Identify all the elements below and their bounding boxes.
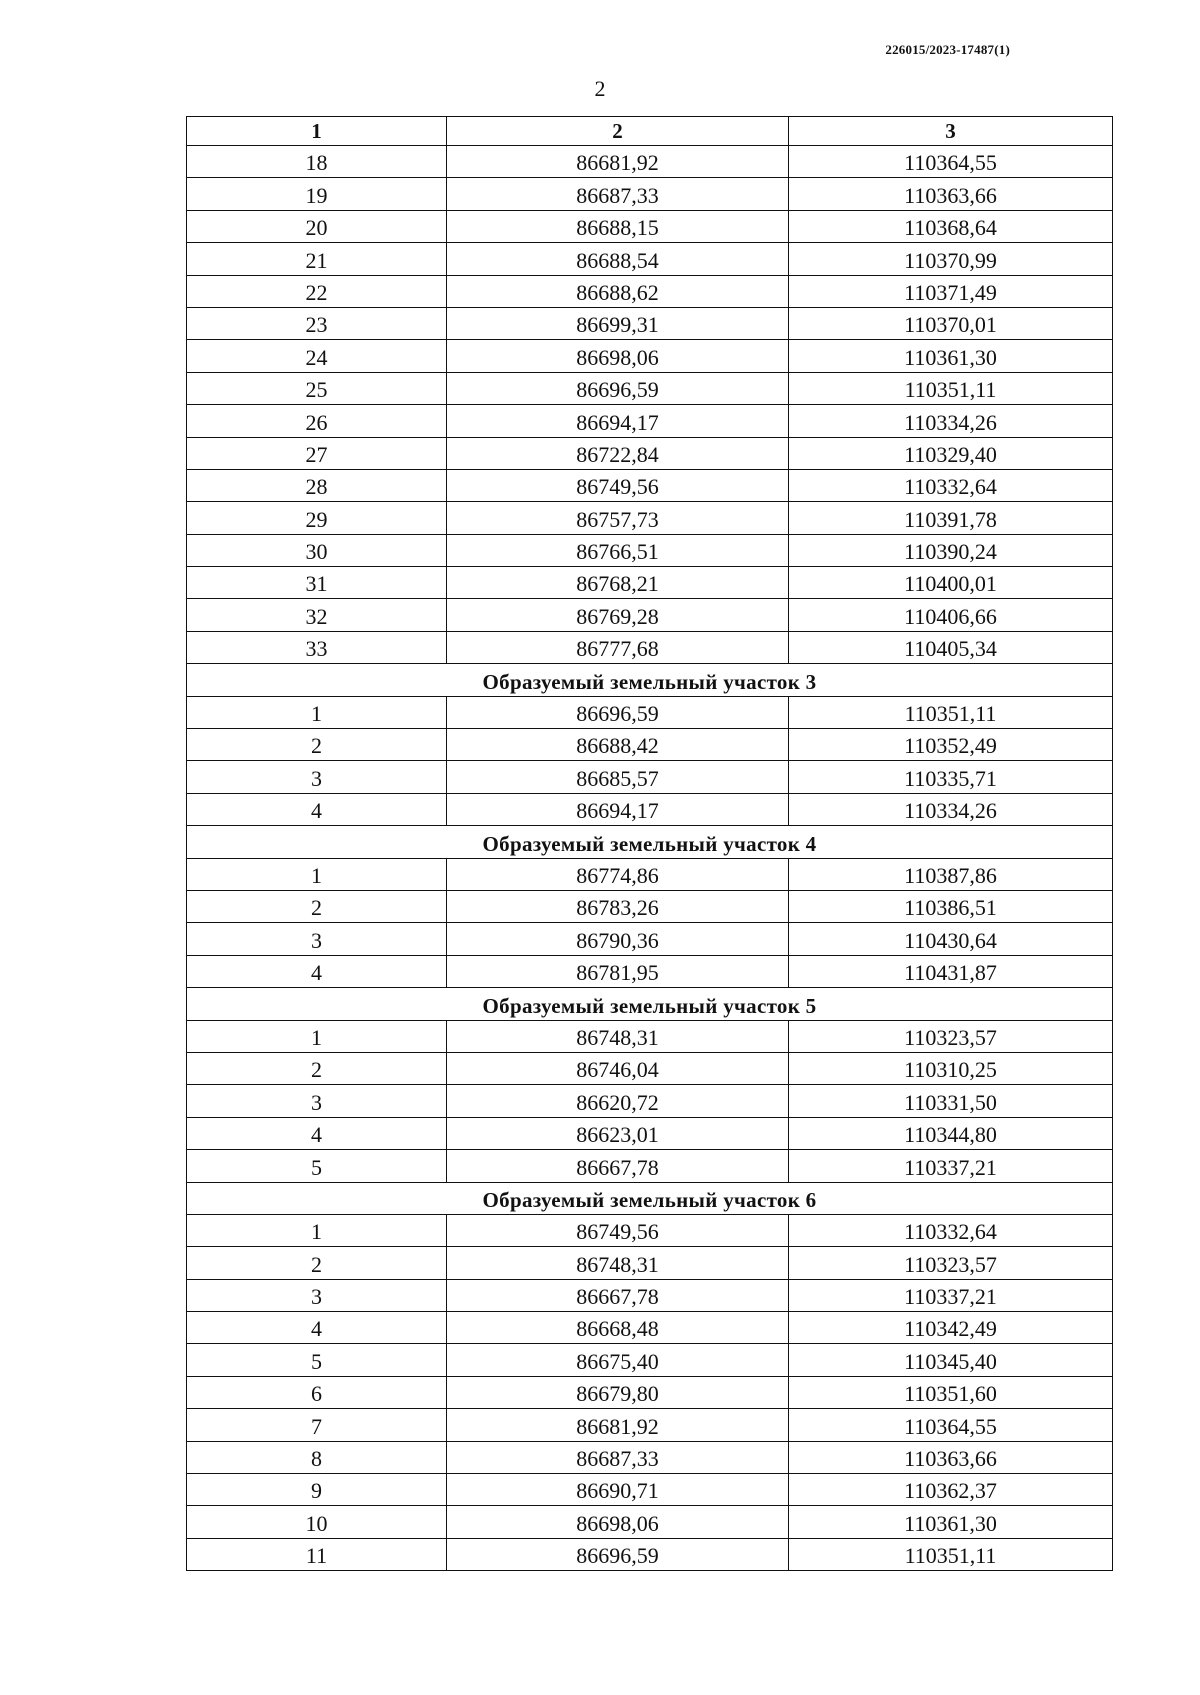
table-row	[187, 469, 1113, 501]
x-coordinate-cell: 86777,68	[447, 631, 789, 663]
point-number-cell: 4	[187, 955, 447, 987]
table-row	[187, 1150, 1113, 1182]
table-row	[187, 923, 1113, 955]
y-coordinate-cell: 110351,11	[789, 1538, 1113, 1570]
x-coordinate-cell: 86783,26	[447, 890, 789, 922]
table-row	[187, 210, 1113, 242]
point-number-cell: 20	[187, 210, 447, 242]
point-number-cell: 7	[187, 1409, 447, 1441]
point-number-cell: 27	[187, 437, 447, 469]
point-number-cell: 1	[187, 696, 447, 728]
table-row	[187, 437, 1113, 469]
x-coordinate-cell: 86679,80	[447, 1376, 789, 1408]
x-coordinate-cell: 86722,84	[447, 437, 789, 469]
table-row	[187, 307, 1113, 339]
y-coordinate-cell: 110363,66	[789, 178, 1113, 210]
point-number-cell: 19	[187, 178, 447, 210]
y-coordinate-cell: 110345,40	[789, 1344, 1113, 1376]
table-row	[187, 1409, 1113, 1441]
y-coordinate-cell: 110351,11	[789, 696, 1113, 728]
y-coordinate-cell: 110371,49	[789, 275, 1113, 307]
x-coordinate-cell: 86681,92	[447, 146, 789, 178]
point-number-cell: 26	[187, 405, 447, 437]
section-title: Образуемый земельный участок 4	[187, 826, 1113, 858]
table-row	[187, 1506, 1113, 1538]
table-row	[187, 372, 1113, 404]
x-coordinate-cell: 86620,72	[447, 1085, 789, 1117]
y-coordinate-cell: 110400,01	[789, 567, 1113, 599]
table-row	[187, 1279, 1113, 1311]
table-row	[187, 1117, 1113, 1149]
point-number-cell: 5	[187, 1150, 447, 1182]
table-row	[187, 858, 1113, 890]
x-coordinate-cell: 86688,62	[447, 275, 789, 307]
table-row	[187, 729, 1113, 761]
document-number: 226015/2023-17487(1)	[885, 42, 1010, 57]
x-coordinate-cell: 86746,04	[447, 1052, 789, 1084]
table-row	[187, 1344, 1113, 1376]
page-number: 2	[594, 76, 606, 101]
point-number-cell: 3	[187, 923, 447, 955]
point-number-cell: 28	[187, 469, 447, 501]
table-row	[187, 567, 1113, 599]
point-number-cell: 10	[187, 1506, 447, 1538]
y-coordinate-cell: 110386,51	[789, 890, 1113, 922]
x-coordinate-cell: 86694,17	[447, 793, 789, 825]
y-coordinate-cell: 110430,64	[789, 923, 1113, 955]
y-coordinate-cell: 110431,87	[789, 955, 1113, 987]
point-number-cell: 22	[187, 275, 447, 307]
x-coordinate-cell: 86690,71	[447, 1474, 789, 1506]
y-coordinate-cell: 110335,71	[789, 761, 1113, 793]
y-coordinate-cell: 110329,40	[789, 437, 1113, 469]
y-coordinate-cell: 110363,66	[789, 1441, 1113, 1473]
x-coordinate-cell: 86748,31	[447, 1020, 789, 1052]
x-coordinate-cell: 86774,86	[447, 858, 789, 890]
table-row	[187, 599, 1113, 631]
x-coordinate-cell: 86675,40	[447, 1344, 789, 1376]
point-number-cell: 21	[187, 243, 447, 275]
x-coordinate-cell: 86688,15	[447, 210, 789, 242]
table-row	[187, 275, 1113, 307]
x-coordinate-cell: 86696,59	[447, 696, 789, 728]
column-header-3: 3	[789, 117, 1113, 146]
point-number-cell: 5	[187, 1344, 447, 1376]
point-number-cell: 2	[187, 890, 447, 922]
table-row	[187, 405, 1113, 437]
x-coordinate-cell: 86696,59	[447, 1538, 789, 1570]
point-number-cell: 3	[187, 1279, 447, 1311]
coordinates-table	[186, 116, 1113, 1571]
table-body	[187, 146, 1113, 1571]
table-row	[187, 243, 1113, 275]
y-coordinate-cell: 110391,78	[789, 502, 1113, 534]
y-coordinate-cell: 110334,26	[789, 405, 1113, 437]
point-number-cell: 2	[187, 1247, 447, 1279]
point-number-cell: 4	[187, 1117, 447, 1149]
y-coordinate-cell: 110331,50	[789, 1085, 1113, 1117]
table-row	[187, 1312, 1113, 1344]
y-coordinate-cell: 110344,80	[789, 1117, 1113, 1149]
y-coordinate-cell: 110368,64	[789, 210, 1113, 242]
y-coordinate-cell: 110351,60	[789, 1376, 1113, 1408]
table-row	[187, 1474, 1113, 1506]
x-coordinate-cell: 86668,48	[447, 1312, 789, 1344]
x-coordinate-cell: 86698,06	[447, 340, 789, 372]
table-row	[187, 534, 1113, 566]
column-header-2: 2	[447, 117, 789, 146]
y-coordinate-cell: 110406,66	[789, 599, 1113, 631]
point-number-cell: 2	[187, 729, 447, 761]
section-row	[187, 1182, 1113, 1214]
point-number-cell: 25	[187, 372, 447, 404]
y-coordinate-cell: 110405,34	[789, 631, 1113, 663]
x-coordinate-cell: 86688,42	[447, 729, 789, 761]
x-coordinate-cell: 86790,36	[447, 923, 789, 955]
table-row	[187, 793, 1113, 825]
table-row	[187, 1052, 1113, 1084]
x-coordinate-cell: 86749,56	[447, 1214, 789, 1246]
section-title: Образуемый земельный участок 3	[187, 664, 1113, 696]
table-row	[187, 955, 1113, 987]
x-coordinate-cell: 86766,51	[447, 534, 789, 566]
x-coordinate-cell: 86748,31	[447, 1247, 789, 1279]
x-coordinate-cell: 86687,33	[447, 1441, 789, 1473]
y-coordinate-cell: 110370,99	[789, 243, 1113, 275]
y-coordinate-cell: 110370,01	[789, 307, 1113, 339]
table-row	[187, 1214, 1113, 1246]
section-row	[187, 826, 1113, 858]
point-number-cell: 2	[187, 1052, 447, 1084]
table-row	[187, 146, 1113, 178]
point-number-cell: 4	[187, 1312, 447, 1344]
table-row	[187, 696, 1113, 728]
x-coordinate-cell: 86623,01	[447, 1117, 789, 1149]
table-row	[187, 1376, 1113, 1408]
table-row	[187, 1020, 1113, 1052]
section-title: Образуемый земельный участок 5	[187, 988, 1113, 1020]
y-coordinate-cell: 110337,21	[789, 1279, 1113, 1311]
x-coordinate-cell: 86749,56	[447, 469, 789, 501]
table-row	[187, 1085, 1113, 1117]
x-coordinate-cell: 86696,59	[447, 372, 789, 404]
y-coordinate-cell: 110364,55	[789, 146, 1113, 178]
table-row	[187, 761, 1113, 793]
y-coordinate-cell: 110364,55	[789, 1409, 1113, 1441]
point-number-cell: 32	[187, 599, 447, 631]
y-coordinate-cell: 110390,24	[789, 534, 1113, 566]
y-coordinate-cell: 110387,86	[789, 858, 1113, 890]
point-number-cell: 9	[187, 1474, 447, 1506]
x-coordinate-cell: 86698,06	[447, 1506, 789, 1538]
point-number-cell: 3	[187, 1085, 447, 1117]
point-number-cell: 24	[187, 340, 447, 372]
point-number-cell: 29	[187, 502, 447, 534]
y-coordinate-cell: 110310,25	[789, 1052, 1113, 1084]
x-coordinate-cell: 86667,78	[447, 1279, 789, 1311]
x-coordinate-cell: 86687,33	[447, 178, 789, 210]
y-coordinate-cell: 110323,57	[789, 1020, 1113, 1052]
column-header-1: 1	[187, 117, 447, 146]
table-row	[187, 178, 1113, 210]
x-coordinate-cell: 86768,21	[447, 567, 789, 599]
table-row	[187, 631, 1113, 663]
x-coordinate-cell: 86699,31	[447, 307, 789, 339]
table-row	[187, 890, 1113, 922]
point-number-cell: 6	[187, 1376, 447, 1408]
x-coordinate-cell: 86681,92	[447, 1409, 789, 1441]
y-coordinate-cell: 110362,37	[789, 1474, 1113, 1506]
point-number-cell: 1	[187, 1214, 447, 1246]
y-coordinate-cell: 110361,30	[789, 340, 1113, 372]
point-number-cell: 33	[187, 631, 447, 663]
table-row	[187, 1441, 1113, 1473]
y-coordinate-cell: 110351,11	[789, 372, 1113, 404]
point-number-cell: 18	[187, 146, 447, 178]
x-coordinate-cell: 86685,57	[447, 761, 789, 793]
table-header	[187, 117, 1113, 146]
y-coordinate-cell: 110323,57	[789, 1247, 1113, 1279]
point-number-cell: 3	[187, 761, 447, 793]
x-coordinate-cell: 86781,95	[447, 955, 789, 987]
y-coordinate-cell: 110361,30	[789, 1506, 1113, 1538]
section-title: Образуемый земельный участок 6	[187, 1182, 1113, 1214]
point-number-cell: 23	[187, 307, 447, 339]
section-row	[187, 664, 1113, 696]
table-row	[187, 1538, 1113, 1570]
y-coordinate-cell: 110342,49	[789, 1312, 1113, 1344]
x-coordinate-cell: 86667,78	[447, 1150, 789, 1182]
point-number-cell: 1	[187, 858, 447, 890]
x-coordinate-cell: 86688,54	[447, 243, 789, 275]
point-number-cell: 8	[187, 1441, 447, 1473]
table-row	[187, 502, 1113, 534]
y-coordinate-cell: 110334,26	[789, 793, 1113, 825]
x-coordinate-cell: 86694,17	[447, 405, 789, 437]
point-number-cell: 31	[187, 567, 447, 599]
table-row	[187, 1247, 1113, 1279]
point-number-cell: 1	[187, 1020, 447, 1052]
x-coordinate-cell: 86769,28	[447, 599, 789, 631]
point-number-cell: 30	[187, 534, 447, 566]
y-coordinate-cell: 110332,64	[789, 469, 1113, 501]
y-coordinate-cell: 110337,21	[789, 1150, 1113, 1182]
y-coordinate-cell: 110352,49	[789, 729, 1113, 761]
y-coordinate-cell: 110332,64	[789, 1214, 1113, 1246]
point-number-cell: 4	[187, 793, 447, 825]
header-row	[187, 117, 1113, 146]
point-number-cell: 11	[187, 1538, 447, 1570]
x-coordinate-cell: 86757,73	[447, 502, 789, 534]
table-row	[187, 340, 1113, 372]
section-row	[187, 988, 1113, 1020]
